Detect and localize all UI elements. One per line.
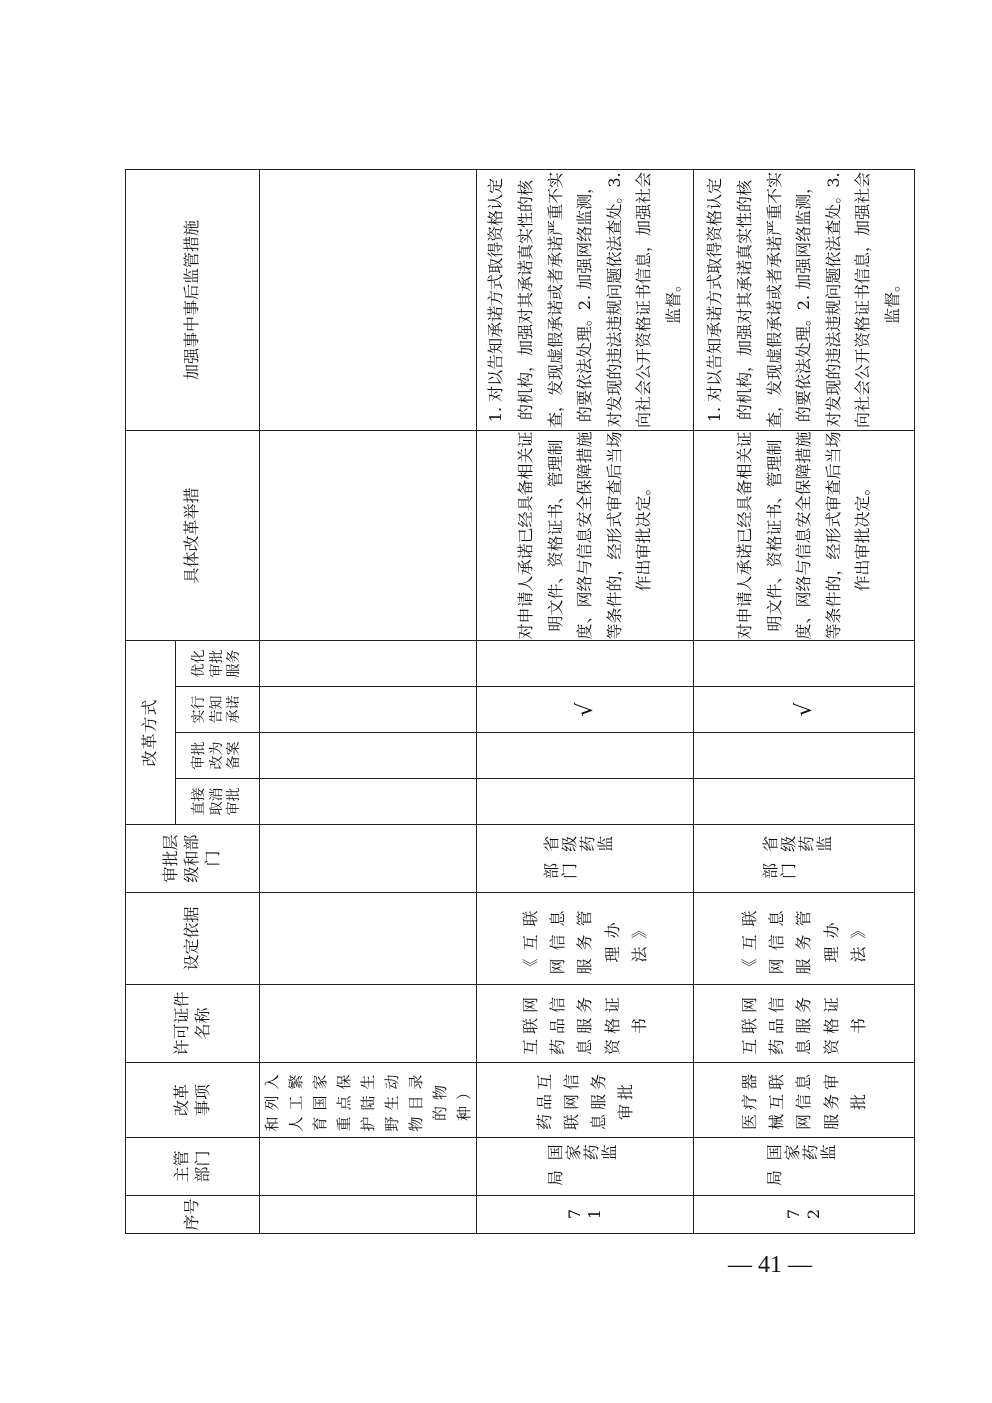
header-seq: 序号	[126, 1196, 260, 1234]
cell-mode-filing	[694, 733, 915, 779]
cell-measures: 对申请人承诺已经具备相关证明文件、资格证书、管理制度、网络与信息安全保障措施等条件的，经形式审查后当场作出审批决定。	[694, 430, 915, 640]
level-text: 省级药监部门	[543, 835, 615, 882]
cell-mode-cancel	[694, 779, 915, 825]
cell-level	[477, 825, 694, 893]
header-mode-cancel: 直接取消审批	[176, 779, 260, 825]
header-mode-commit: 实行告知承诺	[176, 687, 260, 733]
header-supervision: 加强事中事后监管措施	[126, 169, 260, 430]
header-row-1	[126, 169, 176, 1233]
dept-text: 国家药监局	[547, 1143, 619, 1189]
cell-mode-cancel	[477, 779, 694, 825]
cell-mode-filing	[477, 733, 694, 779]
cell-basis: 《互联网信息服务管理办法》	[477, 893, 694, 985]
seq-text: 72	[784, 1204, 824, 1224]
page-number: — 41 —	[728, 1252, 812, 1278]
table-row	[260, 169, 477, 1233]
level-text: 省级药监部门	[762, 835, 834, 882]
table-row	[694, 169, 915, 1233]
cell-mode-optimize	[694, 640, 915, 686]
header-mode-filing: 审批改为备案	[176, 733, 260, 779]
reform-table-rotated	[125, 170, 902, 1234]
seq-text: 71	[565, 1204, 605, 1224]
cell-mode-optimize	[260, 640, 477, 686]
cell-level	[694, 825, 915, 893]
header-measures: 具体改革举措	[126, 430, 260, 640]
cell-supervision: 1. 对以告知承诺方式取得资格认定的机构，加强对其承诺真实性的核查，发现虚假承诺或者承诺严重不实的要依法处理。2. 加强网络监测，对发现的违法违规问题依法查处。3. 向社会公开资格证书信息，加强社会监督。	[694, 169, 915, 430]
table-row	[477, 169, 694, 1233]
header-dept: 主管部门	[126, 1138, 260, 1196]
header-basis: 设定依据	[126, 893, 260, 985]
reform-table	[125, 169, 915, 1234]
cell-seq	[260, 1196, 477, 1234]
header-license: 许可证件名称	[126, 985, 260, 1063]
cell-mode-filing	[260, 733, 477, 779]
cell-mode-optimize	[477, 640, 694, 686]
cell-seq	[694, 1196, 915, 1234]
cell-dept	[694, 1138, 915, 1196]
header-level: 审批层级和部门	[126, 825, 260, 893]
cell-license	[260, 985, 477, 1063]
cell-mode-commit	[260, 687, 477, 733]
cell-level	[260, 825, 477, 893]
cell-dept	[477, 1138, 694, 1196]
cell-item: 和列入人工繁育国家重点保护陆生野生动物目录的物种）	[260, 1063, 477, 1138]
cell-supervision	[260, 169, 477, 430]
header-mode-optimize: 优化审批服务	[176, 640, 260, 686]
cell-measures: 对申请人承诺已经具备相关证明文件、资格证书、管理制度、网络与信息安全保障措施等条件的，经形式审查后当场作出审批决定。	[477, 430, 694, 640]
cell-mode-commit: √	[477, 687, 694, 733]
header-mode-group: 改革方式	[126, 640, 176, 824]
cell-basis	[260, 893, 477, 985]
cell-measures	[260, 430, 477, 640]
cell-basis: 《互联网信息服务管理办法》	[694, 893, 915, 985]
cell-item: 药品互联网信息服务审批	[477, 1063, 694, 1138]
dept-text: 国家药监局	[766, 1143, 838, 1189]
cell-seq	[477, 1196, 694, 1234]
cell-item: 医疗器械互联网信息服务审批	[694, 1063, 915, 1138]
header-item: 改革事项	[126, 1063, 260, 1138]
cell-license: 互联网药品信息服务资格证书	[477, 985, 694, 1063]
cell-mode-commit: √	[694, 687, 915, 733]
cell-dept	[260, 1138, 477, 1196]
cell-license: 互联网药品信息服务资格证书	[694, 985, 915, 1063]
cell-supervision: 1. 对以告知承诺方式取得资格认定的机构，加强对其承诺真实性的核查，发现虚假承诺或者承诺严重不实的要依法处理。2. 加强网络监测，对发现的违法违规问题依法查处。3. 向社会公开资格证书信息，加强社会监督。	[477, 169, 694, 430]
cell-mode-cancel	[260, 779, 477, 825]
